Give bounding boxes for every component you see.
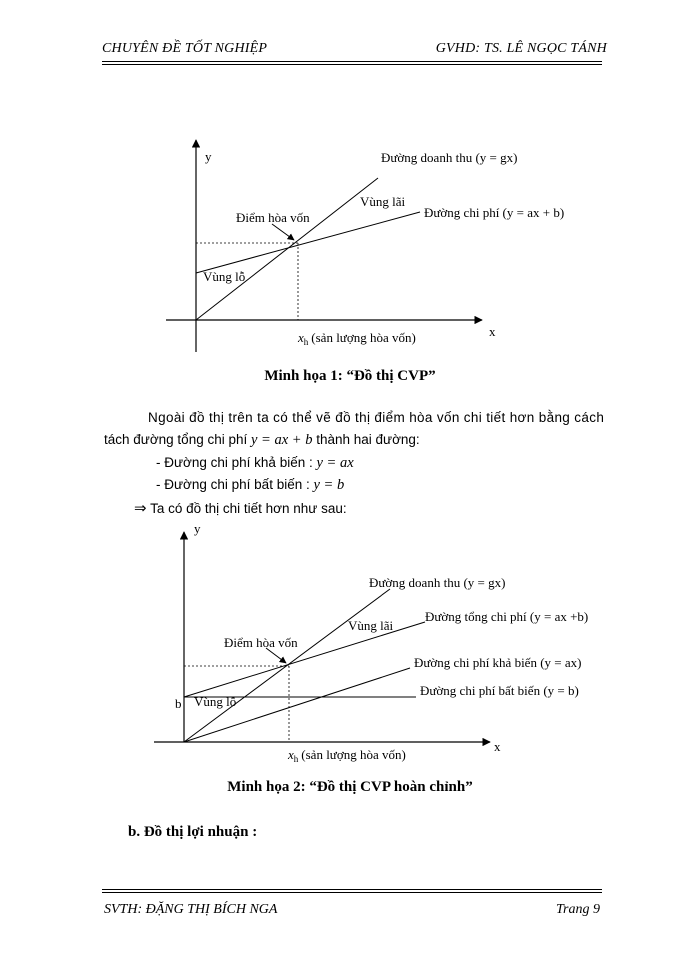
fig2-xh-label	[287, 747, 406, 764]
implies-arrow-icon: ⇒	[134, 500, 147, 517]
fig1-xh-sub: h	[303, 337, 309, 347]
fig1-xh-label	[297, 330, 416, 347]
figure1-caption: Minh họa 1: “Đồ thị CVP”	[264, 368, 436, 384]
footer-page-number: Trang 9	[556, 902, 600, 917]
fig2-breakeven-arrow	[266, 648, 286, 663]
header-right: GVHD: TS. LÊ NGỌC TÁNH	[435, 41, 607, 56]
fig2-revenue-label: Đường doanh thu (y = gx)	[369, 575, 506, 590]
footer-rule	[102, 889, 602, 890]
fig2-total-cost-label: Đường tổng chi phí (y = ax +b)	[425, 609, 589, 624]
arrow-line	[134, 499, 347, 517]
fig2-revenue-line	[184, 589, 390, 742]
fig2-xh-text: (sản lượng hòa vốn)	[301, 747, 406, 762]
fig2-breakeven-label: Điểm hòa vốn	[224, 635, 298, 650]
fig2-b-label: b	[175, 696, 182, 711]
fig1-loss-zone: Vùng lỗ	[203, 269, 246, 284]
paragraph-line-2-pre: tách đường tổng chi phí	[104, 432, 248, 447]
section-heading: b. Đồ thị lợi nhuận :	[128, 824, 258, 840]
arrow-line-text: Ta có đồ thị chi tiết hơn như sau:	[150, 501, 347, 516]
fig1-x-label: x	[489, 324, 496, 339]
footer-left: SVTH: ĐẶNG THỊ BÍCH NGA	[104, 902, 278, 917]
fig2-xh-symbol: x	[288, 747, 294, 762]
fig1-y-label: y	[205, 149, 212, 164]
bullet-fixed-cost	[156, 477, 344, 494]
fig2-loss-zone: Vùng lỗ	[194, 694, 237, 709]
bullet-variable-cost	[156, 455, 354, 472]
paragraph-line-1: Ngoài đồ thị trên ta có thể vẽ đồ thị điểm hòa vốn chi tiết hơn bằng cách	[148, 410, 605, 425]
fig2-xh-sub: h	[293, 754, 299, 764]
fig2-fixed-cost-label: Đường chi phí bất biến (y = b)	[420, 683, 579, 698]
equation-total-cost: y = ax + b	[251, 432, 313, 448]
fig2-profit-zone: Vùng lãi	[348, 618, 394, 633]
figure2-caption: Minh họa 2: “Đồ thị CVP hoàn chỉnh”	[227, 779, 473, 795]
equation-variable-cost: y = ax	[316, 455, 354, 471]
paragraph-line-2-post: thành hai đường:	[316, 432, 420, 447]
fig2-y-label: y	[194, 521, 201, 536]
equation-fixed-cost: y = b	[313, 477, 345, 493]
paragraph-line-2	[104, 432, 420, 449]
header-left: CHUYÊN ĐỀ TỐT NGHIỆP	[102, 41, 268, 56]
figure2	[154, 521, 588, 764]
fig1-revenue-label: Đường doanh thu (y = gx)	[381, 150, 518, 165]
fig1-cost-label: Đường chi phí (y = ax + b)	[424, 205, 565, 220]
figure1	[166, 140, 564, 352]
fig2-total-cost-line	[184, 622, 425, 697]
fig1-revenue-line	[196, 178, 378, 320]
fig2-variable-cost-label: Đường chi phí khả biến (y = ax)	[414, 655, 582, 670]
fig1-breakeven-label: Điểm hòa vốn	[236, 210, 310, 225]
bullet-fixed-cost-text: - Đường chi phí bất biến :	[156, 477, 310, 492]
bullet-variable-cost-text: - Đường chi phí khả biến :	[156, 455, 313, 470]
fig1-breakeven-arrow	[272, 224, 294, 240]
fig1-xh-symbol: x	[298, 330, 304, 345]
footer-rule-2	[102, 892, 602, 893]
fig1-xh-text: (sản lượng hòa vốn)	[311, 330, 416, 345]
fig2-x-label: x	[494, 739, 501, 754]
fig1-profit-zone: Vùng lãi	[360, 194, 406, 209]
